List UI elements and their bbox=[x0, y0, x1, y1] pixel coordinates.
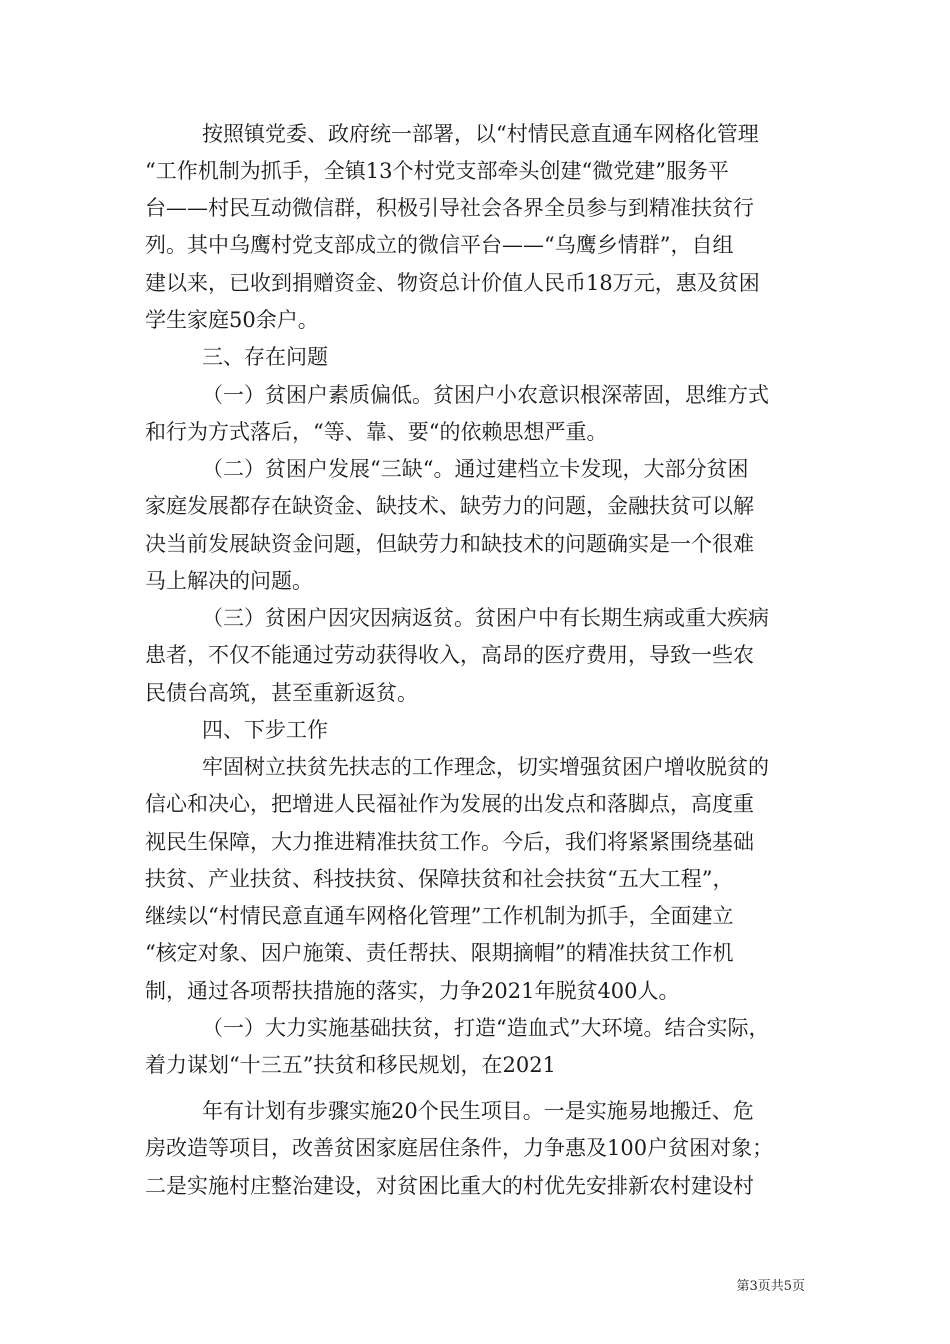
text-line-2: “工作机制为抓手，全镇13个村党支部牵头创建“微党建”服务平 bbox=[145, 159, 729, 183]
page-number: 第3页共5页 bbox=[736, 1279, 805, 1294]
text-line-22: 继续以“村情民意直通车网格化管理”工作机制为抓手，全面建立 bbox=[145, 904, 734, 928]
text-line-6: 学生家庭50余户。 bbox=[145, 308, 319, 332]
text-line-16: 民债台高筑，甚至重新返贫。 bbox=[145, 681, 418, 705]
text-line-4: 列。其中乌鹰村党支部成立的微信平台——“乌鹰乡情群”，自组 bbox=[145, 233, 734, 257]
text-line-28: 房改造等项目，改善贫困家庭居住条件，力争惠及100户贫困对象； bbox=[145, 1136, 774, 1160]
text-line-24: 制，通过各项帮扶措施的落实，力争2021年脱贫400人。 bbox=[145, 979, 680, 1003]
text-line-1: 按照镇党委、政府统一部署，以“村情民意直通车网格化管理 bbox=[202, 122, 759, 146]
text-line-12: 决当前发展缺资金问题，但缺劳力和缺技术的问题确实是一个很难 bbox=[145, 532, 754, 556]
text-line-14: （三）贫困户因灾因病返贫。贫困户中有长期生病或重大疾病 bbox=[202, 606, 769, 630]
text-line-11: 家庭发展都存在缺资金、缺技术、缺劳力的问题，金融扶贫可以解 bbox=[145, 494, 754, 518]
text-line-13: 马上解决的问题。 bbox=[145, 569, 313, 593]
text-line-19: 信心和决心，把增进人民福祉作为发展的出发点和落脚点，高度重 bbox=[145, 792, 754, 816]
text-line-23: “核定对象、因户施策、责任帮扶、限期摘帽”的精准扶贫工作机 bbox=[145, 941, 734, 965]
text-line-3: 台——村民互动微信群，积极引导社会各界全员参与到精准扶贫行 bbox=[145, 196, 754, 220]
text-line-26: 着力谋划“十三五”扶贫和移民规划，在2021 bbox=[145, 1053, 556, 1077]
text-line-29: 二是实施村庄整治建设，对贫困比重大的村优先安排新农村建设村 bbox=[145, 1174, 754, 1198]
section-heading-4: 四、下步工作 bbox=[202, 718, 328, 742]
text-line-10: （二）贫困户发展“三缺“。通过建档立卡发现，大部分贫困 bbox=[202, 457, 749, 481]
text-line-20: 视民生保障，大力推进精准扶贫工作。今后，我们将紧紧围绕基础 bbox=[145, 830, 754, 854]
text-line-9: 和行为方式落后，“等、靠、要“的依赖思想严重。 bbox=[145, 420, 608, 444]
text-line-21: 扶贫、产业扶贫、科技扶贫、保障扶贫和社会扶贫“五大工程”， bbox=[145, 867, 734, 891]
text-line-27: 年有计划有步骤实施20个民生项目。一是实施易地搬迁、危 bbox=[202, 1099, 754, 1123]
text-line-25: （一）大力实施基础扶贫，打造“造血式”大环境。结合实际， bbox=[202, 1016, 770, 1040]
text-line-8: （一）贫困户素质偏低。贫困户小农意识根深蒂固，思维方式 bbox=[202, 383, 769, 407]
text-line-5: 建以来，已收到捐赠资金、物资总计价值人民币18万元，惠及贫困 bbox=[145, 271, 760, 295]
section-heading-3: 三、存在问题 bbox=[202, 345, 328, 369]
text-line-15: 患者，不仅不能通过劳动获得收入，高昂的医疗费用，导致一些农 bbox=[145, 643, 754, 667]
text-line-18: 牢固树立扶贫先扶志的工作理念，切实增强贫困户增收脱贫的 bbox=[202, 755, 769, 779]
